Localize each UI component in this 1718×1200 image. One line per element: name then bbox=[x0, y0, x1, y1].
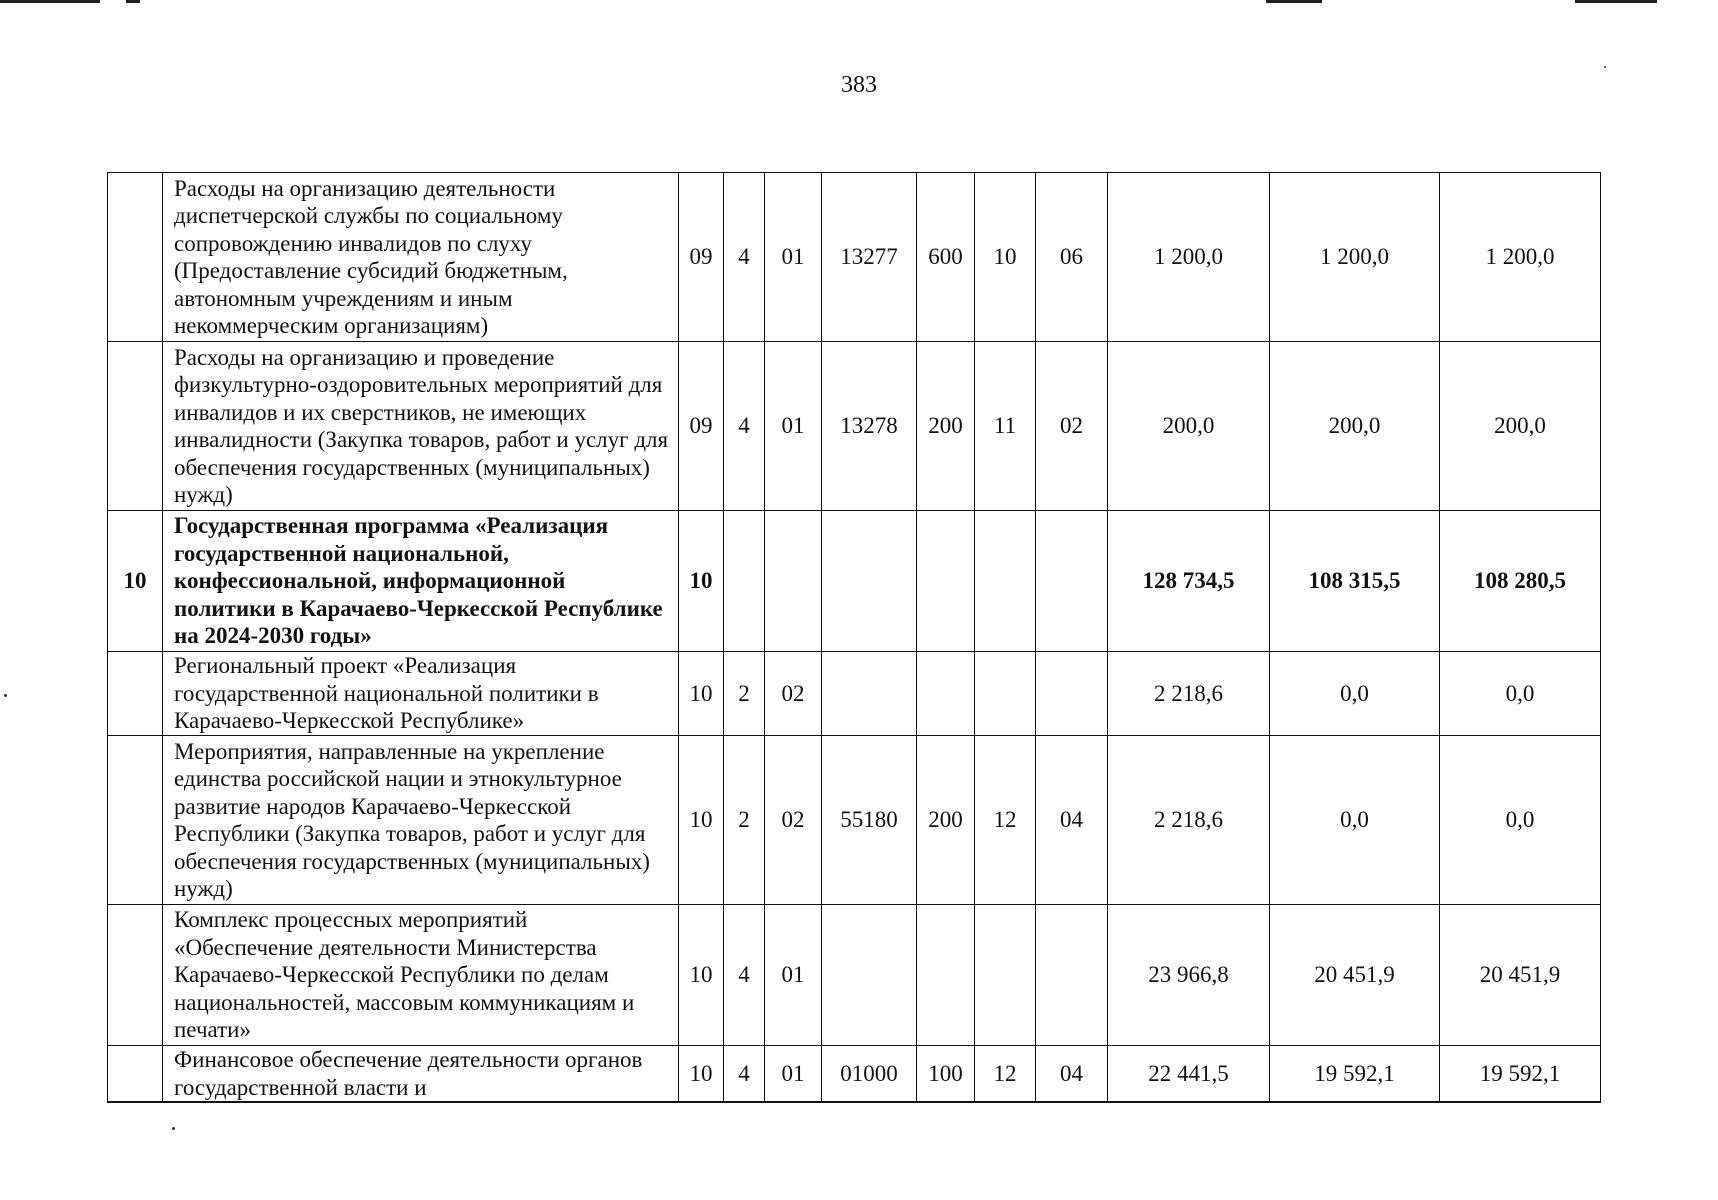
amount-2025: 2 218,6 bbox=[1108, 652, 1270, 736]
code-program: 10 bbox=[679, 905, 724, 1046]
code-program: 10 bbox=[679, 511, 724, 652]
code-subprogram: 4 bbox=[724, 1046, 765, 1103]
amount-2025: 23 966,8 bbox=[1108, 905, 1270, 1046]
scan-mark-top-mid bbox=[1266, 0, 1322, 3]
scan-mark-top-left bbox=[0, 0, 100, 3]
code-expense-type bbox=[917, 511, 975, 652]
amount-2026: 0,0 bbox=[1270, 652, 1440, 736]
amount-2026: 1 200,0 bbox=[1270, 173, 1440, 342]
code-subsection bbox=[1036, 905, 1108, 1046]
scan-mark-top-left-small bbox=[126, 0, 140, 3]
budget-table bbox=[107, 172, 1601, 1103]
code-section: 12 bbox=[975, 736, 1036, 905]
code-direction bbox=[822, 511, 917, 652]
code-section: 12 bbox=[975, 1046, 1036, 1103]
code-program: 09 bbox=[679, 342, 724, 511]
amount-2025: 22 441,5 bbox=[1108, 1046, 1270, 1103]
code-subprogram: 4 bbox=[724, 342, 765, 511]
code-structure: 01 bbox=[765, 342, 822, 511]
table-row bbox=[108, 173, 1601, 342]
row-number bbox=[108, 173, 163, 342]
code-subprogram: 2 bbox=[724, 736, 765, 905]
code-direction: 01000 bbox=[822, 1046, 917, 1103]
code-direction: 55180 bbox=[822, 736, 917, 905]
code-section bbox=[975, 905, 1036, 1046]
amount-2027: 19 592,1 bbox=[1440, 1046, 1601, 1103]
code-structure: 01 bbox=[765, 905, 822, 1046]
code-structure: 02 bbox=[765, 652, 822, 736]
code-subprogram bbox=[724, 511, 765, 652]
row-number bbox=[108, 905, 163, 1046]
code-subprogram: 4 bbox=[724, 905, 765, 1046]
code-structure bbox=[765, 511, 822, 652]
code-subprogram: 2 bbox=[724, 652, 765, 736]
table-row bbox=[108, 342, 1601, 511]
amount-2027: 0,0 bbox=[1440, 652, 1601, 736]
amount-2025: 2 218,6 bbox=[1108, 736, 1270, 905]
scan-dot-bottom bbox=[172, 1127, 175, 1130]
amount-2027: 1 200,0 bbox=[1440, 173, 1601, 342]
amount-2027: 0,0 bbox=[1440, 736, 1601, 905]
code-subsection bbox=[1036, 511, 1108, 652]
table-row bbox=[108, 652, 1601, 736]
amount-2026: 108 315,5 bbox=[1270, 511, 1440, 652]
code-subprogram: 4 bbox=[724, 173, 765, 342]
code-expense-type bbox=[917, 905, 975, 1046]
code-subsection: 06 bbox=[1036, 173, 1108, 342]
code-subsection: 04 bbox=[1036, 1046, 1108, 1103]
code-section bbox=[975, 511, 1036, 652]
code-expense-type: 200 bbox=[917, 736, 975, 905]
code-program: 09 bbox=[679, 173, 724, 342]
amount-2026: 19 592,1 bbox=[1270, 1046, 1440, 1103]
code-program: 10 bbox=[679, 652, 724, 736]
code-section: 10 bbox=[975, 173, 1036, 342]
table-row bbox=[108, 905, 1601, 1046]
code-section: 11 bbox=[975, 342, 1036, 511]
row-description: Региональный проект «Реализация государственной национальной политики в Карачаево-Черкесской Республике» bbox=[163, 652, 679, 736]
row-description: Финансовое обеспечение деятельности органов государственной власти и bbox=[163, 1046, 679, 1103]
table-row bbox=[108, 511, 1601, 652]
code-expense-type: 100 bbox=[917, 1046, 975, 1103]
amount-2026: 20 451,9 bbox=[1270, 905, 1440, 1046]
table-row bbox=[108, 1046, 1601, 1103]
row-description: Комплекс процессных мероприятий «Обеспечение деятельности Министерства Карачаево-Черкесской Республики по делам национальностей, массовым коммуникациям и печати» bbox=[163, 905, 679, 1046]
code-structure: 01 bbox=[765, 1046, 822, 1103]
amount-2026: 0,0 bbox=[1270, 736, 1440, 905]
row-number bbox=[108, 652, 163, 736]
amount-2027: 200,0 bbox=[1440, 342, 1601, 511]
code-expense-type: 600 bbox=[917, 173, 975, 342]
row-number bbox=[108, 1046, 163, 1103]
code-expense-type: 200 bbox=[917, 342, 975, 511]
row-number bbox=[108, 342, 163, 511]
code-program: 10 bbox=[679, 736, 724, 905]
code-subsection bbox=[1036, 652, 1108, 736]
code-structure: 02 bbox=[765, 736, 822, 905]
row-description: Мероприятия, направленные на укрепление единства российской нации и этнокультурное развитие народов Карачаево-Черкесской Республики (Закупка товаров, работ и услуг для обеспечения государственных (муниципальных) нужд) bbox=[163, 736, 679, 905]
code-expense-type bbox=[917, 652, 975, 736]
row-description: Государственная программа «Реализация государственной национальной, конфессиональной, информационной политики в Карачаево-Черкесской Республике на 2024-2030 годы» bbox=[163, 511, 679, 652]
amount-2025: 200,0 bbox=[1108, 342, 1270, 511]
row-number: 10 bbox=[108, 511, 163, 652]
scan-mark-top-right bbox=[1575, 0, 1657, 3]
code-direction bbox=[822, 905, 917, 1046]
scan-dot-left bbox=[4, 694, 7, 697]
amount-2027: 108 280,5 bbox=[1440, 511, 1601, 652]
code-direction: 13278 bbox=[822, 342, 917, 511]
row-description: Расходы на организацию деятельности диспетчерской службы по социальному сопровождению инвалидов по слуху (Предоставление субсидий бюджетным, автономным учреждениям и иным некоммерческим организациям) bbox=[163, 173, 679, 342]
amount-2027: 20 451,9 bbox=[1440, 905, 1601, 1046]
page-number: 383 bbox=[841, 72, 877, 98]
amount-2025: 128 734,5 bbox=[1108, 511, 1270, 652]
code-subsection: 02 bbox=[1036, 342, 1108, 511]
code-direction: 13277 bbox=[822, 173, 917, 342]
code-direction bbox=[822, 652, 917, 736]
row-number bbox=[108, 736, 163, 905]
code-program: 10 bbox=[679, 1046, 724, 1103]
code-structure: 01 bbox=[765, 173, 822, 342]
amount-2025: 1 200,0 bbox=[1108, 173, 1270, 342]
code-subsection: 04 bbox=[1036, 736, 1108, 905]
scan-dot-right bbox=[1604, 66, 1606, 68]
table-row bbox=[108, 736, 1601, 905]
amount-2026: 200,0 bbox=[1270, 342, 1440, 511]
row-description: Расходы на организацию и проведение физкультурно-оздоровительных мероприятий для инвалидов и их сверстников, не имеющих инвалидности (Закупка товаров, работ и услуг для обеспечения государственных (муниципальных) нужд) bbox=[163, 342, 679, 511]
code-section bbox=[975, 652, 1036, 736]
